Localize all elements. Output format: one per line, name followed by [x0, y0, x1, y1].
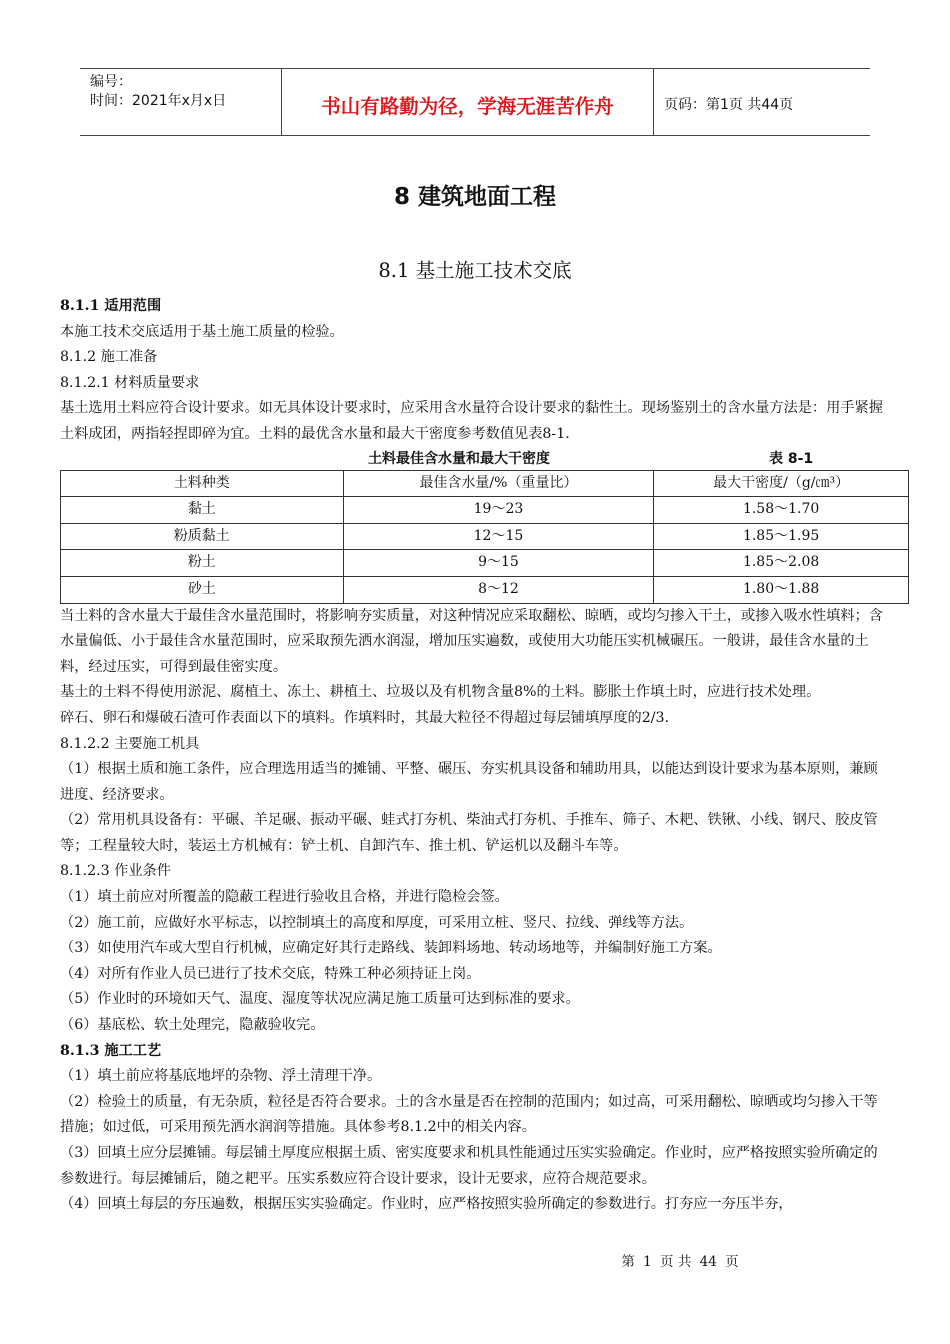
- footer-middle: 页 共: [660, 1254, 692, 1270]
- table-header-cell: 土料种类: [61, 470, 344, 497]
- footer-suffix: 页: [725, 1254, 739, 1270]
- section-title: 8.1 基土施工技术交底: [378, 259, 572, 282]
- paragraph: （2）施工前，应做好水平标志，以控制填土的高度和厚度，可采用立桩、竖尺、拉线、弹线等方法。: [60, 914, 694, 931]
- table-number: 表 8-1: [769, 450, 814, 467]
- document-date: 时间：2021年x月x日: [90, 93, 227, 109]
- table-cell: 19～23: [343, 497, 654, 524]
- paragraph: （1）填土前应对所覆盖的隐蔽工程进行验收且合格，并进行隐检会签。: [60, 889, 509, 906]
- paragraph: 8.1.2.2 主要施工机具: [60, 735, 200, 752]
- table-cell: 1.85～2.08: [654, 550, 909, 577]
- page-footer: [0, 1250, 950, 1270]
- paragraph: 8.1.2.3 作业条件: [60, 863, 171, 880]
- table-row: [61, 576, 909, 603]
- document-number-label: 编号：: [90, 74, 132, 90]
- table-header-row: [61, 470, 909, 497]
- paragraph: 8.1.2 施工准备: [60, 349, 158, 366]
- table-cell: 1.85～1.95: [654, 523, 909, 550]
- paragraph: （2）检验土的质量，有无杂质，粒径是否符合要求。土的含水量是否在控制的范围内；如过高，可采用翻松、晾晒或均匀掺入干等措施；如过低，可采用预先洒水润润等措施。具体参考8.1.2中的相关内容。: [60, 1093, 878, 1136]
- table-row: [61, 550, 909, 577]
- paragraph: 基土选用土料应符合设计要求。如无具体设计要求时，应采用含水量符合设计要求的黏性土。现场鉴别土的含水量方法是：用手紧握土料成团，两指轻捏即碎为宜。土料的最优含水量和最大干密度参考数值见表8-1.: [60, 400, 883, 442]
- paragraph: （5）作业时的环境如天气、温度、湿度等状况应满足施工质量可达到标准的要求。: [60, 991, 580, 1008]
- paragraph: 本施工技术交底适用于基土施工质量的检验。: [60, 323, 344, 340]
- table-cell: 12～15: [343, 523, 654, 550]
- table-cell: 1.80～1.88: [654, 576, 909, 603]
- table-header-cell: 最佳含水量/%（重量比）: [343, 470, 654, 497]
- document-body: [60, 294, 890, 1218]
- paragraph: 8.1.1 适用范围: [60, 298, 162, 314]
- footer-total-pages: 44: [699, 1254, 717, 1270]
- paragraph: （4）对所有作业人员已进行了技术交底，特殊工种必须持证上岗。: [60, 965, 481, 982]
- header-left-cell: [80, 69, 282, 135]
- paragraph: 8.1.2.1 材料质量要求: [60, 374, 200, 391]
- soil-data-table: [60, 470, 909, 604]
- paragraphs-before-table: [60, 294, 890, 448]
- paragraph: （1）根据土质和施工条件，应合理选用适当的摊铺、平整、碾压、夯实机具设备和辅助用具，以能达到设计要求为基本原则，兼顾进度、经济要求。: [60, 761, 878, 803]
- footer-page-number: 1: [643, 1254, 652, 1270]
- paragraphs-after-table: [60, 604, 890, 1218]
- table-header-cell: 最大干密度/（g/㎝³）: [654, 470, 909, 497]
- header-table: [80, 68, 870, 136]
- table-cell: 1.58～1.70: [654, 497, 909, 524]
- paragraph: 碎石、卵石和爆破石渣可作表面以下的填料。作填料时，其最大粒径不得超过每层铺填厚度的2/3.: [60, 709, 670, 726]
- table-cell: 9～15: [343, 550, 654, 577]
- table-cell: 粉质黏土: [61, 523, 344, 550]
- paragraph: （4）回填土每层的夯压遍数，根据压实实验确定。作业时，应严格按照实验所确定的参数进行。打夯应一夯压半夯，: [60, 1196, 793, 1213]
- header-motto: 书山有路勤为径，学海无涯苦作舟: [282, 69, 654, 135]
- paragraph: （1）填土前应将基底地坪的杂物、浮土清理干净。: [60, 1068, 382, 1085]
- paragraph: （2）常用机具设备有：平碾、羊足碾、振动平碾、蛙式打夯机、柴油式打夯机、手推车、筛子、木耙、铁锹、小线、钢尺、胶皮管等；工程量较大时，装运土方机械有：铲土机、自卸汽车、推土机、铲运机以及翻斗车等。: [60, 812, 878, 854]
- table-cell: 黏土: [61, 497, 344, 524]
- table-row: [61, 523, 909, 550]
- header-page-info: 页码：第1页 共44页: [664, 97, 794, 113]
- table-caption-row: [60, 448, 890, 470]
- chapter-title: 8 建筑地面工程: [393, 184, 556, 210]
- table-row: [61, 497, 909, 524]
- paragraph: 当土料的含水量大于最佳含水量范围时，将影响夯实质量，对这种情况应采取翻松、晾晒，或均匀掺入干土，或掺入吸水性填料；含水量偏低、小于最佳含水量范围时，应采取预先洒水润湿，增加压实遍数，或使用大功能压实机械碾压。一般讲，最佳含水量的土料，经过压实，可得到最佳密实度。: [60, 607, 883, 675]
- table-cell: 8～12: [343, 576, 654, 603]
- paragraph: （3）如使用汽车或大型自行机械，应确定好其行走路线、装卸料场地、转动场地等，并编制好施工方案。: [60, 940, 722, 957]
- paragraph: （3）回填土应分层摊铺。每层铺土厚度应根据土质、密实度要求和机具性能通过压实实验确定。作业时，应严格按照实验所确定的参数进行。每层摊铺后，随之耙平。压实系数应符合设计要求，设计无要求，应符合规范要求。: [60, 1145, 878, 1187]
- paragraph: 基土的土料不得使用淤泥、腐植土、冻土、耕植土、垃圾以及有机物含量8%的土料。膨胀土作填土时，应进行技术处理。: [60, 684, 821, 701]
- table-cell: 砂土: [61, 576, 344, 603]
- paragraph: （6）基底松、软土处理完，隐蔽验收完。: [60, 1017, 325, 1034]
- paragraph: 8.1.3 施工工艺: [60, 1042, 162, 1059]
- table-cell: 粉土: [61, 550, 344, 577]
- table-caption: 土料最佳含水量和最大干密度: [368, 450, 550, 467]
- footer-prefix: 第: [621, 1254, 635, 1270]
